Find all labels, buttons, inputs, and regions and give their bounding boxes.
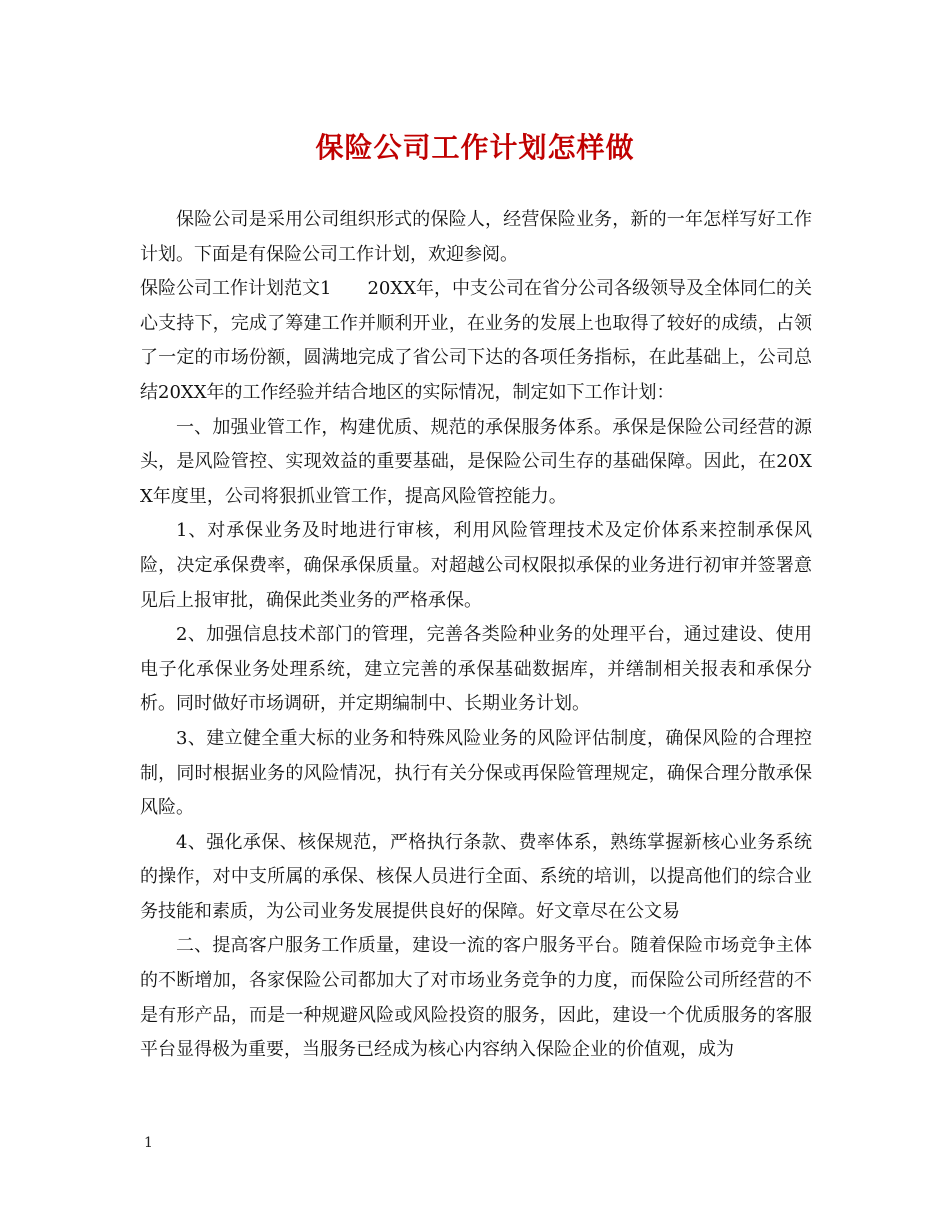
item-two-paragraph: 2、加强信息技术部门的管理，完善各类险种业务的处理平台，通过建设、使用电子化承保业务处理系统，建立完善的承保基础数据库，并缮制相关报表和承保分析。同时做好市场调研，并定期编制中、长期业务计划。 <box>140 624 812 715</box>
sample-heading: 保险公司工作计划范文1 <box>140 278 332 300</box>
item-three-paragraph: 3、建立健全重大标的业务和特殊风险业务的风险评估制度，确保风险的合理控制，同时根据业务的风险情况，执行有关分保或再保险管理规定，确保合理分散承保风险。 <box>140 727 812 819</box>
section-two-paragraph: 二、提高客户服务工作质量，建设一流的客户服务平台。随着保险市场竞争主体的不断增加，各家保险公司都加大了对市场业务竞争的力度，而保险公司所经营的不是有形产品，而是一种规避风险或风险投资的服务，因此，建设一个优质服务的客服平台显得极为重要，当服务已经成为核心内容纳入保险企业的价值观，成为 <box>140 935 812 1061</box>
document-body <box>140 203 812 1068</box>
page-number: 1 <box>144 1135 153 1151</box>
intro-paragraph: 保险公司是采用公司组织形式的保险人，经营保险业务，新的一年怎样写好工作计划。下面是有保险公司工作计划，欢迎参阅。 <box>140 209 812 265</box>
item-four-paragraph: 4、强化承保、核保规范，严格执行条款、费率体系，熟练掌握新核心业务系统的操作，对中支所属的承保、核保人员进行全面、系统的培训，以提高他们的综合业务技能和素质，为公司业务发展提供良好的保障。好文章尽在公文易 <box>140 831 812 922</box>
sample-paragraph <box>140 272 812 410</box>
sample-text: 20XX年，中支公司在省分公司各级领导及全体同仁的关心支持下，完成了筹建工作并顺利开业，在业务的发展上也取得了较好的成绩，占领了一定的市场份额，圆满地完成了省公司下达的各项任务指标，在此基础上，公司总结20XX年的工作经验并结合地区的实际情况，制定如下工作计划： <box>140 278 813 403</box>
document-title: 保险公司工作计划怎样做 <box>315 131 635 164</box>
section-one-paragraph: 一、加强业管工作，构建优质、规范的承保服务体系。承保是保险公司经营的源头，是风险管控、实现效益的重要基础，是保险公司生存的基础保障。因此，在20XX年度里，公司将狠抓业管工作，提高风险管控能力。 <box>140 416 812 507</box>
item-one-paragraph: 1、对承保业务及时地进行审核，利用风险管理技术及定价体系来控制承保风险，决定承保费率，确保承保质量。对超越公司权限拟承保的业务进行初审并签署意见后上报审批，确保此类业务的严格承保。 <box>140 520 812 611</box>
